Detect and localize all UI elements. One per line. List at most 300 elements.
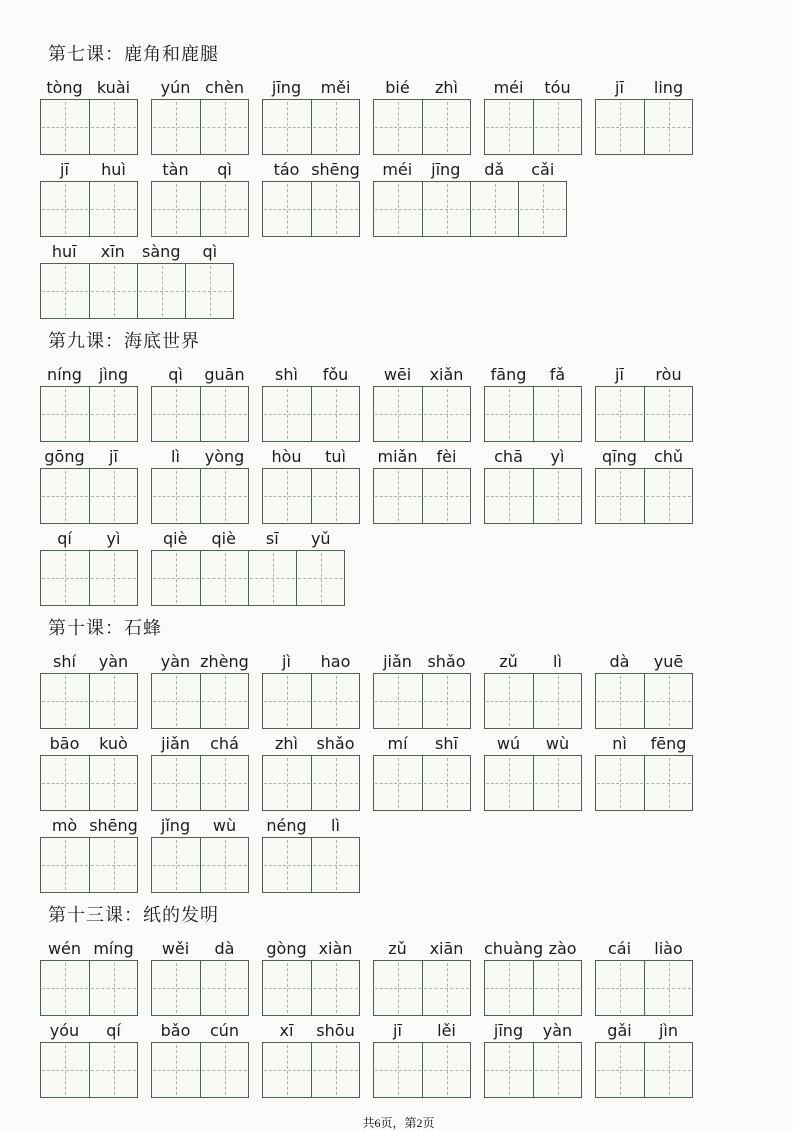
pinyin-syllable: lì: [171, 447, 180, 466]
pinyin-syllable: yì: [106, 529, 121, 548]
writing-cell: [200, 182, 248, 236]
pinyin-row: [484, 1019, 582, 1042]
word-row: [40, 1019, 757, 1098]
pinyin-row: [40, 1019, 138, 1042]
pinyin-syllable: ròu: [655, 365, 682, 384]
writing-cell: [200, 756, 248, 810]
writing-cell: [263, 387, 311, 441]
lesson-section: [40, 42, 757, 319]
cell-group: [595, 468, 693, 524]
pinyin-syllable: jìn: [658, 1021, 679, 1040]
word-group: [40, 937, 138, 1016]
cell-group: [151, 99, 249, 155]
pinyin-syllable: táo: [273, 160, 300, 179]
pinyin-row: [484, 732, 582, 755]
writing-cell: [89, 961, 137, 1015]
cell-group: [40, 263, 234, 319]
pinyin-syllable: méi: [382, 160, 413, 179]
writing-cell: [422, 961, 470, 1015]
pinyin-syllable: yún: [160, 78, 191, 97]
pinyin-syllable: fèi: [436, 447, 457, 466]
writing-cell: [41, 1043, 89, 1097]
writing-cell: [41, 961, 89, 1015]
pinyin-row: [262, 937, 360, 960]
word-group: [40, 1019, 138, 1098]
writing-cell: [152, 182, 200, 236]
pinyin-syllable: kuài: [96, 78, 131, 97]
writing-cell: [644, 387, 692, 441]
cell-group: [373, 673, 471, 729]
writing-cell: [41, 469, 89, 523]
pinyin-row: [484, 76, 582, 99]
writing-cell: [89, 551, 137, 605]
writing-cell: [311, 838, 359, 892]
writing-cell: [41, 100, 89, 154]
pinyin-syllable: yòng: [204, 447, 245, 466]
cell-group: [40, 673, 138, 729]
writing-cell: [422, 1043, 470, 1097]
writing-cell: [41, 674, 89, 728]
writing-cell: [533, 469, 581, 523]
pinyin-syllable: cún: [209, 1021, 240, 1040]
pinyin-syllable: mò: [51, 816, 78, 835]
cell-group: [40, 181, 138, 237]
word-group: [151, 732, 249, 811]
word-group: [40, 363, 138, 442]
writing-cell: [374, 961, 422, 1015]
pinyin-syllable: gōng: [44, 447, 85, 466]
pinyin-row: [40, 363, 138, 386]
word-group: [262, 76, 360, 155]
lesson-section: [40, 329, 757, 606]
word-row: [40, 158, 757, 237]
pinyin-syllable: bāo: [49, 734, 80, 753]
word-group: [262, 363, 360, 442]
pinyin-syllable: jì: [282, 652, 291, 671]
writing-cell: [200, 100, 248, 154]
word-group: [151, 650, 249, 729]
pinyin-syllable: lì: [331, 816, 340, 835]
cell-group: [40, 1042, 138, 1098]
pinyin-syllable: shǎo: [427, 652, 466, 671]
pinyin-syllable: kuò: [99, 734, 128, 753]
lesson-section: [40, 616, 757, 893]
cell-group: [40, 468, 138, 524]
cell-group: [595, 960, 693, 1016]
pinyin-row: [373, 732, 471, 755]
writing-cell: [200, 961, 248, 1015]
writing-cell: [41, 387, 89, 441]
writing-cell: [263, 100, 311, 154]
pinyin-syllable: wù: [545, 734, 570, 753]
cell-group: [151, 837, 249, 893]
pinyin-row: [40, 527, 138, 550]
word-group: [484, 1019, 582, 1098]
writing-cell: [533, 387, 581, 441]
word-group: [373, 732, 471, 811]
cell-group: [40, 550, 138, 606]
word-group: [262, 1019, 360, 1098]
writing-cell: [89, 387, 137, 441]
pinyin-row: [484, 363, 582, 386]
word-group: [595, 1019, 693, 1098]
lesson-section: [40, 903, 757, 1098]
word-group: [484, 445, 582, 524]
pinyin-row: [373, 1019, 471, 1042]
writing-cell: [533, 1043, 581, 1097]
cell-group: [262, 1042, 360, 1098]
word-group: [151, 363, 249, 442]
writing-cell: [485, 961, 533, 1015]
pinyin-row: [595, 363, 693, 386]
pinyin-syllable: xiàn: [318, 939, 353, 958]
cell-group: [151, 550, 345, 606]
pinyin-syllable: xiān: [429, 939, 464, 958]
pinyin-syllable: yuē: [653, 652, 684, 671]
pinyin-row: [595, 732, 693, 755]
writing-cell: [152, 387, 200, 441]
writing-cell: [374, 1043, 422, 1097]
pinyin-syllable: qì: [168, 365, 183, 384]
cell-group: [484, 960, 582, 1016]
pinyin-syllable: sàng: [142, 242, 181, 261]
lesson-title: 第九课：海底世界: [48, 331, 200, 351]
word-group: [40, 527, 138, 606]
pinyin-row: [40, 445, 138, 468]
word-group: [40, 732, 138, 811]
writing-cell: [644, 756, 692, 810]
pinyin-syllable: dà: [609, 652, 630, 671]
pinyin-syllable: nì: [612, 734, 627, 753]
pinyin-syllable: shí: [53, 652, 76, 671]
cell-group: [373, 99, 471, 155]
word-group: [151, 814, 249, 893]
writing-cell: [533, 674, 581, 728]
pinyin-syllable: qí: [106, 1021, 121, 1040]
cell-group: [373, 755, 471, 811]
cell-group: [151, 386, 249, 442]
pinyin-row: [262, 650, 360, 673]
pinyin-row: [40, 240, 234, 263]
writing-cell: [152, 674, 200, 728]
writing-cell: [644, 674, 692, 728]
pinyin-syllable: yóu: [49, 1021, 80, 1040]
cell-group: [484, 755, 582, 811]
pinyin-syllable: yàn: [160, 652, 191, 671]
pinyin-row: [151, 650, 249, 673]
writing-cell: [137, 264, 185, 318]
pinyin-syllable: chā: [494, 447, 523, 466]
cell-group: [373, 181, 567, 237]
pinyin-row: [595, 1019, 693, 1042]
writing-cell: [374, 469, 422, 523]
pinyin-row: [373, 158, 567, 181]
writing-cell: [485, 100, 533, 154]
writing-cell: [311, 674, 359, 728]
pinyin-syllable: wěi: [161, 939, 190, 958]
writing-cell: [152, 551, 200, 605]
writing-cell: [311, 1043, 359, 1097]
cell-group: [484, 99, 582, 155]
pinyin-syllable: xīn: [100, 242, 125, 261]
pinyin-row: [151, 1019, 249, 1042]
word-group: [40, 76, 138, 155]
pinyin-syllable: ling: [653, 78, 684, 97]
pinyin-syllable: tàn: [162, 160, 189, 179]
word-group: [151, 76, 249, 155]
pinyin-syllable: huī: [51, 242, 77, 261]
writing-cell: [596, 100, 644, 154]
pinyin-row: [40, 814, 138, 837]
cell-group: [151, 960, 249, 1016]
word-group: [484, 732, 582, 811]
writing-cell: [596, 674, 644, 728]
cell-group: [373, 468, 471, 524]
writing-cell: [200, 1043, 248, 1097]
writing-cell: [41, 756, 89, 810]
word-group: [151, 937, 249, 1016]
pinyin-syllable: gǎi: [607, 1021, 632, 1040]
word-group: [484, 363, 582, 442]
pinyin-row: [595, 76, 693, 99]
pinyin-syllable: fǎ: [549, 365, 566, 384]
pinyin-syllable: míng: [93, 939, 134, 958]
writing-cell: [263, 182, 311, 236]
word-group: [595, 650, 693, 729]
pinyin-syllable: jìng: [98, 365, 129, 384]
pinyin-row: [40, 732, 138, 755]
writing-cell: [248, 551, 296, 605]
pinyin-row: [595, 650, 693, 673]
writing-cell: [644, 469, 692, 523]
pinyin-syllable: jī: [615, 365, 624, 384]
writing-cell: [485, 674, 533, 728]
pinyin-row: [373, 76, 471, 99]
pinyin-syllable: fǒu: [322, 365, 349, 384]
pinyin-syllable: qīng: [602, 447, 637, 466]
word-group: [40, 814, 138, 893]
writing-cell: [533, 961, 581, 1015]
pinyin-syllable: shēng: [311, 160, 360, 179]
pinyin-syllable: cái: [607, 939, 632, 958]
cell-group: [484, 386, 582, 442]
word-group: [262, 158, 360, 237]
writing-cell: [374, 182, 422, 236]
writing-cell: [596, 469, 644, 523]
pinyin-syllable: shī: [435, 734, 458, 753]
pinyin-syllable: lì: [553, 652, 562, 671]
pinyin-syllable: jīng: [493, 1021, 524, 1040]
pinyin-syllable: yàn: [98, 652, 129, 671]
pinyin-syllable: jīng: [431, 160, 461, 179]
word-group: [484, 650, 582, 729]
writing-cell: [644, 1043, 692, 1097]
pinyin-syllable: zào: [548, 939, 577, 958]
writing-cell: [89, 264, 137, 318]
writing-cell: [152, 1043, 200, 1097]
writing-cell: [263, 838, 311, 892]
writing-cell: [311, 469, 359, 523]
pinyin-syllable: měi: [320, 78, 351, 97]
pinyin-row: [262, 363, 360, 386]
pinyin-syllable: shì: [275, 365, 298, 384]
word-group: [151, 158, 249, 237]
word-group: [373, 363, 471, 442]
sections: [40, 40, 757, 1108]
word-group: [262, 937, 360, 1016]
pinyin-syllable: qì: [217, 160, 232, 179]
pinyin-syllable: bǎo: [160, 1021, 191, 1040]
pinyin-row: [151, 76, 249, 99]
writing-cell: [152, 961, 200, 1015]
pinyin-row: [373, 363, 471, 386]
writing-cell: [89, 182, 137, 236]
writing-cell: [263, 961, 311, 1015]
pinyin-syllable: qí: [57, 529, 72, 548]
cell-group: [40, 386, 138, 442]
writing-cell: [200, 551, 248, 605]
pinyin-row: [484, 650, 582, 673]
pinyin-syllable: chuàng: [484, 939, 544, 958]
writing-cell: [263, 756, 311, 810]
word-row: [40, 445, 757, 524]
writing-cell: [41, 182, 89, 236]
word-group: [373, 76, 471, 155]
writing-cell: [485, 1043, 533, 1097]
pinyin-syllable: zǔ: [388, 939, 407, 958]
word-row: [40, 650, 757, 729]
word-group: [151, 1019, 249, 1098]
cell-group: [151, 468, 249, 524]
pinyin-syllable: mí: [387, 734, 408, 753]
word-row: [40, 240, 757, 319]
pinyin-row: [151, 937, 249, 960]
pinyin-row: [595, 937, 693, 960]
page-footer: 共6页，第2页: [362, 1116, 435, 1130]
cell-group: [484, 468, 582, 524]
pinyin-row: [262, 76, 360, 99]
pinyin-syllable: dǎ: [484, 160, 505, 179]
pinyin-syllable: níng: [47, 365, 82, 384]
cell-group: [262, 960, 360, 1016]
writing-cell: [152, 838, 200, 892]
writing-cell: [470, 182, 518, 236]
writing-cell: [89, 756, 137, 810]
pinyin-syllable: jiǎn: [383, 652, 412, 671]
pinyin-syllable: jīng: [271, 78, 302, 97]
pinyin-syllable: zhì: [435, 78, 458, 97]
writing-cell: [311, 182, 359, 236]
lesson-title: 第十三课：纸的发明: [48, 905, 219, 925]
writing-cell: [311, 100, 359, 154]
writing-cell: [518, 182, 566, 236]
writing-cell: [374, 387, 422, 441]
cell-group: [595, 99, 693, 155]
writing-cell: [485, 469, 533, 523]
word-group: [484, 937, 582, 1016]
pinyin-row: [40, 650, 138, 673]
word-row: [40, 814, 757, 893]
pinyin-row: [262, 814, 360, 837]
writing-cell: [89, 469, 137, 523]
writing-cell: [533, 756, 581, 810]
pinyin-syllable: huì: [101, 160, 126, 179]
pinyin-syllable: cǎi: [531, 160, 555, 179]
pinyin-syllable: bié: [385, 78, 410, 97]
pinyin-row: [484, 445, 582, 468]
writing-cell: [374, 100, 422, 154]
word-group: [484, 76, 582, 155]
writing-cell: [422, 100, 470, 154]
pinyin-syllable: jī: [615, 78, 624, 97]
writing-cell: [200, 838, 248, 892]
writing-cell: [263, 674, 311, 728]
pinyin-row: [373, 445, 471, 468]
pinyin-row: [595, 445, 693, 468]
cell-group: [40, 99, 138, 155]
pinyin-syllable: miǎn: [377, 447, 418, 466]
writing-cell: [200, 469, 248, 523]
pinyin-syllable: zǔ: [499, 652, 518, 671]
pinyin-syllable: lěi: [437, 1021, 456, 1040]
pinyin-row: [151, 363, 249, 386]
writing-cell: [311, 961, 359, 1015]
word-group: [40, 445, 138, 524]
cell-group: [151, 673, 249, 729]
pinyin-syllable: xī: [279, 1021, 294, 1040]
pinyin-syllable: shǎo: [316, 734, 355, 753]
writing-cell: [89, 1043, 137, 1097]
word-row: [40, 937, 757, 1016]
cell-group: [262, 673, 360, 729]
pinyin-syllable: yì: [550, 447, 565, 466]
pinyin-syllable: hòu: [271, 447, 302, 466]
pinyin-syllable: liào: [654, 939, 683, 958]
writing-cell: [374, 674, 422, 728]
pinyin-syllable: sī: [265, 529, 279, 548]
pinyin-syllable: yàn: [542, 1021, 573, 1040]
writing-cell: [89, 674, 137, 728]
pinyin-syllable: néng: [266, 816, 307, 835]
writing-cell: [422, 756, 470, 810]
writing-cell: [41, 551, 89, 605]
pinyin-syllable: xiǎn: [429, 365, 464, 384]
word-group: [373, 937, 471, 1016]
cell-group: [40, 960, 138, 1016]
pinyin-syllable: jī: [393, 1021, 402, 1040]
cell-group: [484, 1042, 582, 1098]
pinyin-syllable: wú: [496, 734, 521, 753]
pinyin-row: [151, 732, 249, 755]
writing-cell: [422, 469, 470, 523]
writing-cell: [263, 469, 311, 523]
word-group: [595, 445, 693, 524]
pinyin-syllable: méi: [493, 78, 524, 97]
word-group: [262, 732, 360, 811]
cell-group: [151, 181, 249, 237]
pinyin-syllable: fāng: [490, 365, 527, 384]
pinyin-row: [262, 158, 360, 181]
pinyin-syllable: yǔ: [310, 529, 331, 548]
writing-cell: [596, 961, 644, 1015]
pinyin-syllable: gòng: [266, 939, 307, 958]
cell-group: [151, 755, 249, 811]
writing-cell: [311, 387, 359, 441]
pinyin-row: [262, 1019, 360, 1042]
writing-cell: [374, 756, 422, 810]
pinyin-syllable: tóu: [544, 78, 571, 97]
pinyin-syllable: fēng: [650, 734, 687, 753]
